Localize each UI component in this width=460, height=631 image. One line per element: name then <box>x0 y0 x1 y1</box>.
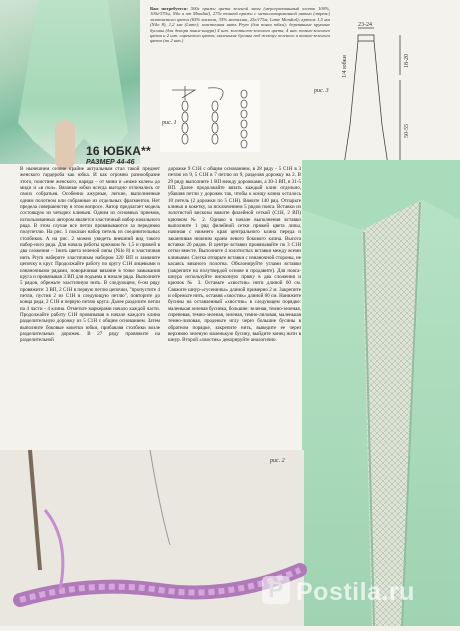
dim-18-20: 18-20 <box>404 54 410 68</box>
dim-50-55: 50-55 <box>404 124 410 138</box>
column-1-paragraph: В нынешнем сезоне крайне актуальным стал такой предмет женского гардероба как юбка. И как огромно разнообразие этого, поистине женского, наряда – от мини и «ниже колен» до миди и «в пол». Вязаные юбки всегда выгодно отличались от своих собратьев. Особенно ажурные, легкие, выполненные одним полотном или собранные из отдельных фрагментов. Нет предела совершенству в этом вопросе. Автор предлагает модель состоящую из четырех клиньев. Одним из основных приемов, использованных автором является эластичный набор начального ряда. В этом случае все петли провязываются за переднюю полупетлю. На рис. 1 показан набор петель из соединительных столбиков. А на рис. 2 можно увидеть внешний вид такого набор-ного ряда. Для начала работы крючком № 1,5 и пряжей в два сложения – 1нить цвета зеленой липы (Nilo 8) и эластичная нить Prym наберите эластичным набором 320 ВП и замкните цепочку в круг. Продолжайте работу по кругу С1Н лицевыми и изнаночными рядами, поворачивая вязание в точке замыкания круга и провязывая 3 ВП для подъема в начале ряда. Выполните 5 рядов, обрежьте эластичную нить. В следующем, 6-ом ряду провяжите: 3 ВП, 2 С1Н в первую петлю цепочки, "пропустите 4 петли, пустив 2 из С1Н в следующую петлю", повторите до конца ряда, 2 С1Н в первую петлю круга. Далее разделите петли на 4 части - 4 клина. Отметьте маркерами начало каждой части. Продолжайте работу С1Н провязывая в начале каждого клина разделительную дорожку из 5 С1Н с общим основанием. Затем выполните боковые кокетки юбки, прибавляя столбики возле разделительных дорожек. В 27 ряду провяжите на разделительной <box>20 166 160 344</box>
dim-top-width: 23-24 <box>358 22 372 28</box>
photo-skirt-closeup <box>302 160 460 626</box>
photo-crochet-chain <box>0 450 304 626</box>
watermark-text: Postila.ru <box>296 578 415 606</box>
skirt-closeup-drawing <box>302 160 460 626</box>
text-column-1 <box>20 166 160 448</box>
crochet-chain-drawing <box>0 450 304 626</box>
title-size: РАЗМЕР 44-46 <box>86 159 135 166</box>
ris2-label: рис. 2 <box>270 458 285 464</box>
title-main: 16 ЮБКА** <box>86 144 151 158</box>
materials-text: 500г пряжи цвета зеленой липы (мерсеризованный хлопок 100%, 100г/370м, Nilo в от Mondial), 275г тонкой пряжи с металлизированной нитью (люрекс) золотистого цвета (65% вискоза, 35% металлик, 25г/175м, Lame Mondial); крючок 1,5 мм (Nilo 8), 1,2 мм (Lame); эластичная нить Prym (для пояса юбки); деревянные крупные бусины (для декора пояса-шнура) 4 шт. золотисто-зеленого цвета, 4 шт. темно-зеленого цвета и 2 шт. сиреневого цвета; маленькие бусины под жемчуг зеленого и темно-зеленого цвета (по 2 шт.) <box>150 6 330 44</box>
ris1-label: рис. 1 <box>162 120 177 126</box>
leg-image <box>55 120 75 170</box>
materials-label: Вам потребуется: <box>150 6 188 11</box>
article-title <box>86 144 166 166</box>
dim-quarter: 1/4 юбки <box>342 55 348 78</box>
ris3-label: рис. 3 <box>314 88 329 94</box>
diagram-stitch-1 <box>160 80 260 152</box>
text-column-2 <box>168 166 301 456</box>
photo-skirt-top <box>0 0 140 164</box>
column-2-paragraph: дорожке 9 С1Н с общим основанием, в 28 ряду - 5 С1Н в 3 петлю из 9, 5 С1Н в 7 петлю из 9, разделяя дорожку на 2. В 29 ряду выполните 1 ВП между дорожками, а 30-3 ВП, в 31-5 ВП. Далее продолжайте вязать каждый клин отдельно, убавляя петли у дорожек так, чтобы к концу клина осталось 10 петель (2 дорожки по 5 С1Н). Вяжите 140 ряд. Отпарьте клинья и кокетку, за исключением 5 рядов пояса. Вставки из золотистой вискозы вяжите филейной сеткой (С1Н, 2 ВП) крючком № 2. Однако в начале выполнения вставки выполните 1 ряд филейной сетки пряжей цвета липы, начиная с нижнего края центрального клина переда и заканчивая нижним краем левого бокового клина. Высота вставки 26 рядов. В центре вставки провязывайте по 3 С1Н сетки вместе. Выполните 4 золотистых вставки между всеми клиньями. Слегка отпарьте вставки с изнаночной стороны, не касаясь вязаного полотна. Обклонируйте углами вставки (закрепите на полутвердой основе и продавите). Для пояса-шнура используйте вискозную пряжу в два сложения и крючок № 3. Оставьте «хвостик» нити длиной 60 см. Свяжите шнур-«гусеничка» длиной примерно 2 м. Закрепите и обрежьте нить, оставив «хвостик» длиной 60 см. Нанижите бусины на оставленный «хвостик» в следующем порядке: маленькая зеленая бусинка, большие: зеленая, темно-зеленая, сиреневая, темно-зеленая, зеленая, темно-лиловая, маленькая темно-лиловая, проденьте иглу через большие бусины в обратном порядке, закрепите нить, выведите ее через верхнюю зеленую маленькую бусину, выйдите конец нити в шнур. Второй «хвостик» декорируйте аналогично. <box>168 166 301 344</box>
pattern-diagram-3 <box>314 20 420 170</box>
watermark <box>268 577 415 607</box>
watermark-logo-icon: P <box>262 576 290 604</box>
materials-block <box>150 6 330 44</box>
